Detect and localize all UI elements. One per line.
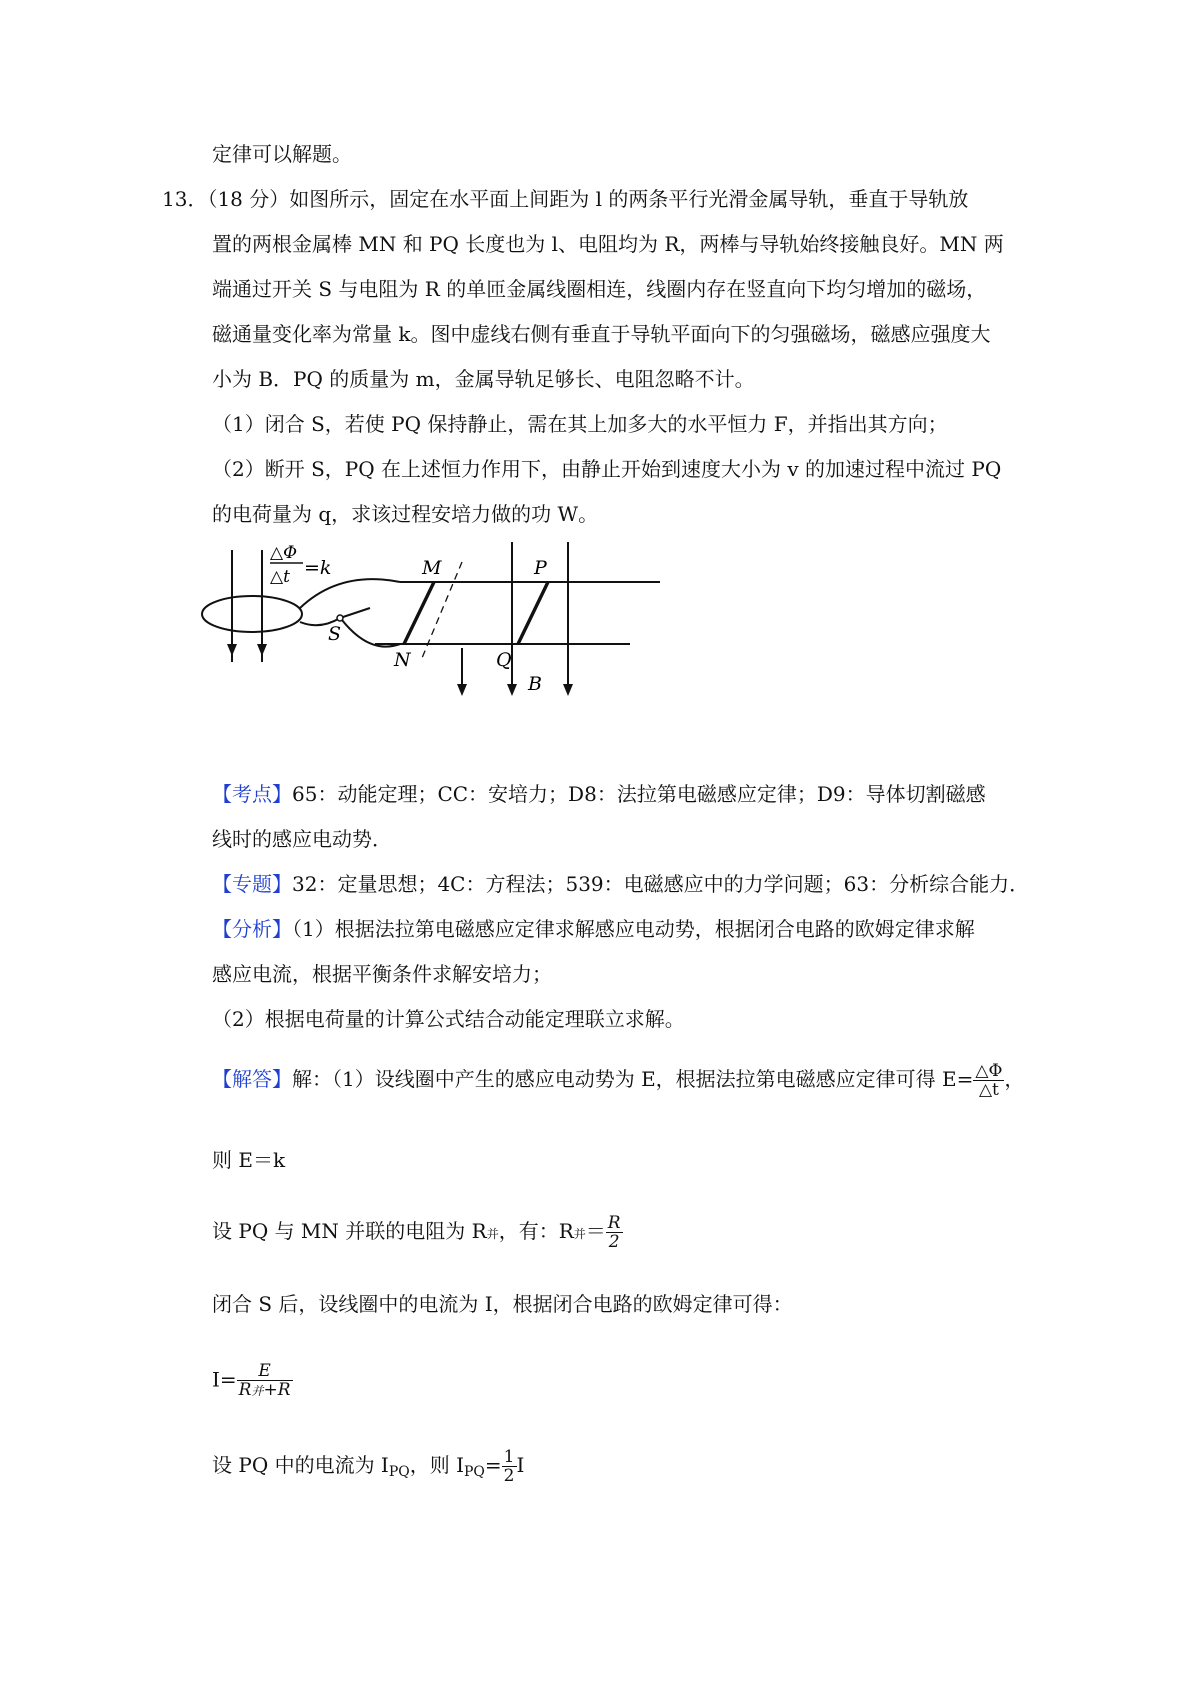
label-m: M: [422, 557, 442, 579]
label-q: Q: [496, 649, 512, 671]
zhuanti-label: 【专题】: [212, 872, 292, 896]
label-b: B: [528, 673, 542, 695]
r-fraction: $\frac{R}{2}$: [607, 1213, 621, 1252]
text-line: 磁通量变化率为常量 k。图中虚线右侧有垂直于导轨平面向下的匀强磁场，磁感应强度大: [212, 322, 991, 346]
text-line: 小为 B．PQ 的质量为 m，金属导轨足够长、电阻忽略不计。: [212, 367, 755, 391]
jieda-label: 【解答】: [212, 1067, 292, 1091]
r-parallel-line: 设 PQ 与 MN 并联的电阻为 R并，有：R并＝ $\frac{R}{2}$: [212, 1213, 621, 1252]
kaodian-line: [212, 780, 986, 808]
flux-den: △t: [270, 567, 290, 587]
circuit-figure: [200, 540, 670, 760]
zhuanti-text: 32：定量思想；4C：方程法；539：电磁感应中的力学问题；63：分析综合能力．: [292, 872, 1030, 896]
text-line: 置的两根金属棒 MN 和 PQ 长度也为 l、电阻均为 R，两棒与导轨始终接触良好。MN 两: [212, 232, 1004, 256]
text-line: 闭合 S 后，设线圈中的电流为 I，根据闭合电路的欧姆定律可得：: [212, 1292, 793, 1316]
sub-question-1: （1）闭合 S，若使 PQ 保持静止，需在其上加多大的水平恒力 F，并指出其方向；: [212, 412, 948, 436]
question-13-line: 13．（18 分）如图所示，固定在水平面上间距为 l 的两条平行光滑金属导轨，垂直于导轨放: [162, 187, 969, 211]
i-fraction: $\frac{E}{\text{R并+R}}$: [238, 1361, 291, 1400]
kaodian-label: 【考点】: [212, 782, 292, 806]
text-line: 端通过开关 S 与电阻为 R 的单匝金属线圈相连，线圈内存在竖直向下均匀增加的磁场，: [212, 277, 987, 301]
flux-fraction: $\frac{\triangle\Phi}{\triangle t}$: [975, 1061, 1003, 1100]
text-line: 感应电流，根据平衡条件求解安培力；: [212, 962, 552, 986]
rod-pq: [518, 582, 548, 644]
i-equation: I= $\frac{E}{\text{R并+R}}$: [212, 1361, 291, 1400]
fenxi-text: （1）根据法拉第电磁感应定律求解感应电动势，根据闭合电路的欧姆定律求解: [292, 917, 975, 941]
fenxi-label: 【分析】: [212, 917, 292, 941]
flux-eq: =k: [304, 557, 332, 579]
zhuanti-line: [212, 870, 1029, 898]
ipq-equation: 设 PQ 中的电流为 $I_{PQ}$，则 $I_{PQ}=$ $\frac{1}{2}$ I: [212, 1447, 525, 1486]
rod-mn: [404, 582, 434, 644]
jieda-line: 【解答】解：（1）设线圈中产生的感应电动势为 E，根据法拉第电磁感应定律可得 E= $\frac{\triangle\Phi}{\triangle t}$ ，: [212, 1061, 1025, 1100]
coil-ellipse: [202, 596, 302, 632]
text-line: 线时的感应电动势．: [212, 827, 392, 851]
sub-question-2: （2）断开 S，PQ 在上述恒力作用下，由静止开始到速度大小为 v 的加速过程中流过 PQ: [212, 457, 1002, 481]
half-fraction: $\frac{1}{2}$: [503, 1447, 515, 1486]
label-n: N: [394, 649, 411, 671]
flux-num: △Φ: [270, 543, 298, 563]
label-p: P: [534, 557, 547, 579]
kaodian-text: 65：动能定理；CC：安培力；D8：法拉第电磁感应定律；D9：导体切割磁感: [292, 782, 986, 806]
label-s: S: [328, 623, 342, 645]
fenxi-line: [212, 915, 975, 943]
text-line: （2）根据电荷量的计算公式结合动能定理联立求解。: [212, 1007, 685, 1031]
e-equation: 则 E＝k: [212, 1148, 286, 1172]
jieda-text: 解：（1）设线圈中产生的感应电动势为 E，根据法拉第电磁感应定律可得 E=: [292, 1067, 974, 1091]
text-line: 的电荷量为 q，求该过程安培力做的功 W。: [212, 502, 599, 526]
text-line: 定律可以解题。: [212, 142, 352, 166]
